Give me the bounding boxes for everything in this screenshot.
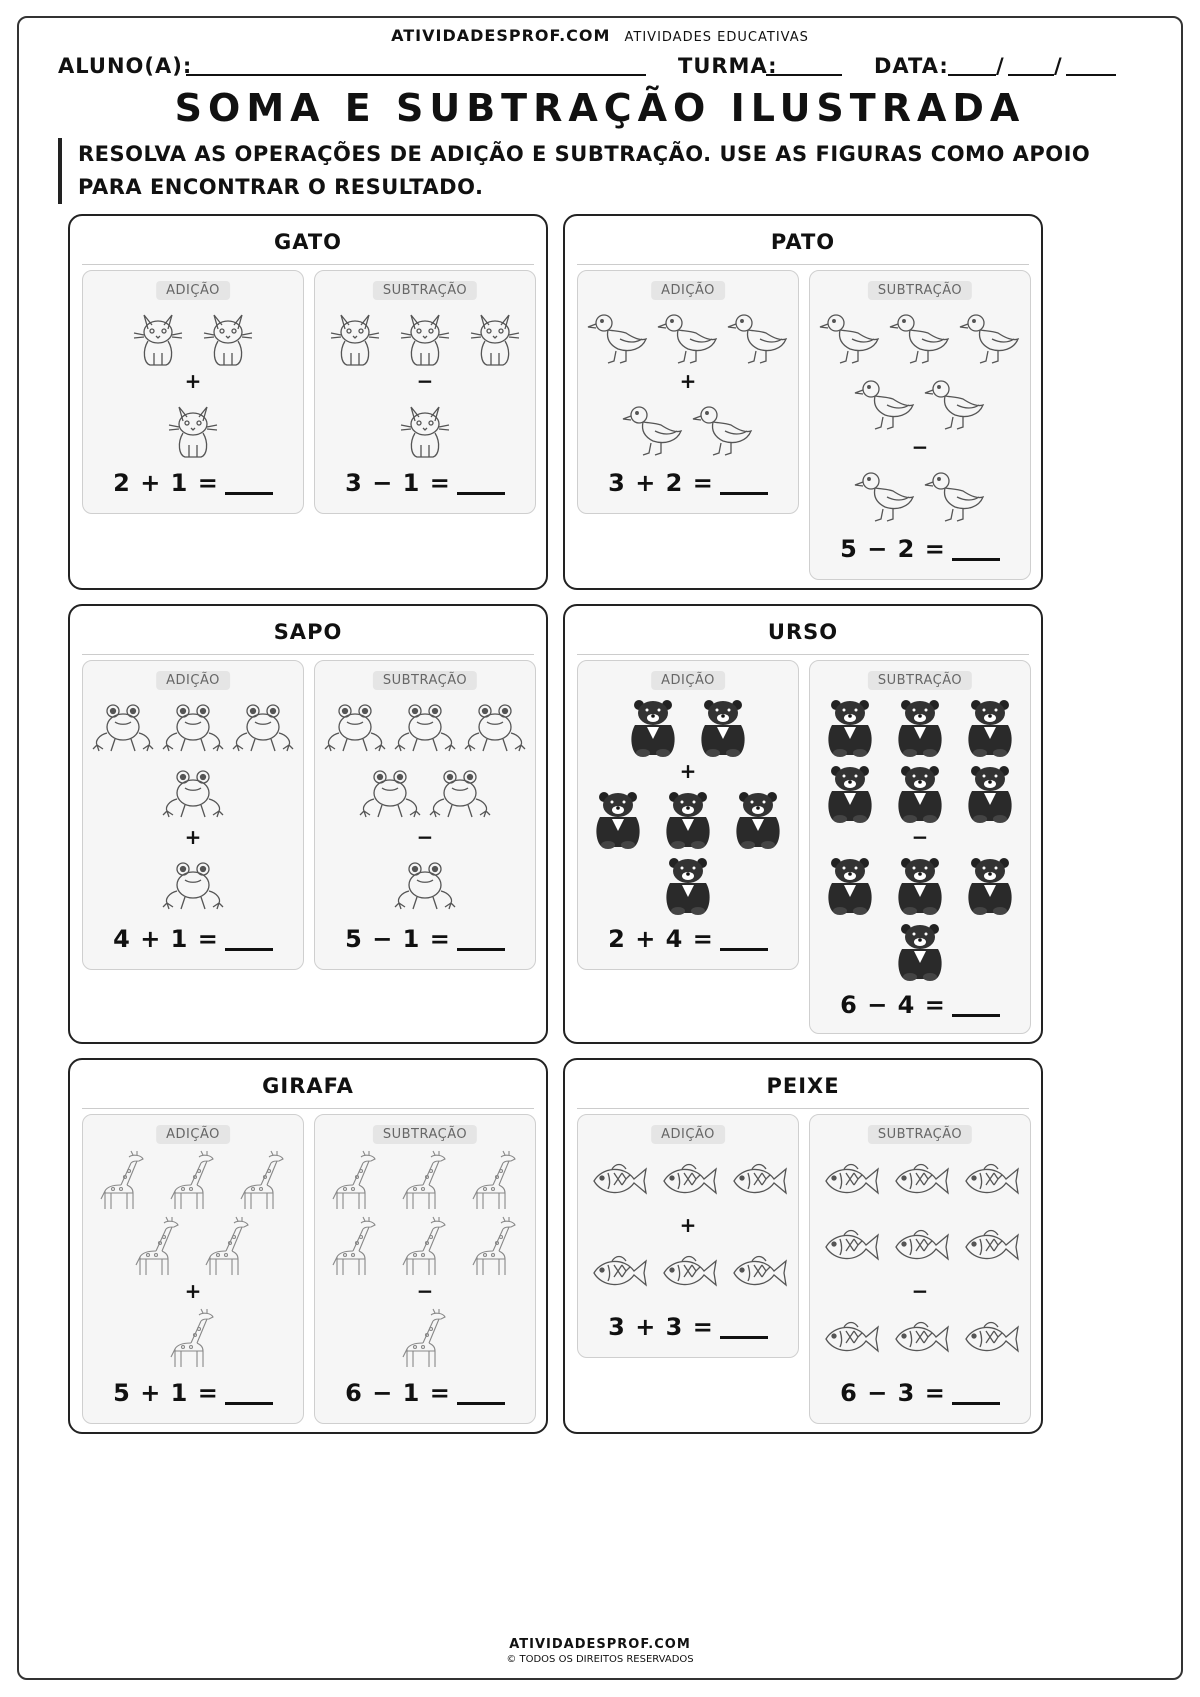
plus-sign: +: [184, 369, 202, 393]
duck-icon: [853, 371, 917, 435]
equation-text: 4 + 1 =: [113, 925, 219, 953]
subtraction-panel: [314, 660, 536, 970]
figure-row: [83, 761, 303, 825]
equation-text: 3 + 2 =: [608, 469, 714, 497]
answer-blank[interactable]: [720, 931, 768, 951]
addition-panel: [577, 270, 799, 514]
addition-label: ADIÇÃO: [156, 281, 230, 300]
minus-sign: −: [911, 825, 929, 849]
duck-icon: [923, 371, 987, 435]
exercise-card-gato: [68, 214, 548, 590]
subtraction-panel: [809, 1114, 1031, 1424]
giraffe-icon: [463, 1215, 527, 1279]
equation: [810, 1379, 1030, 1407]
equation: [83, 925, 303, 953]
fish-icon: [958, 1215, 1022, 1279]
figure-row: [315, 695, 535, 759]
figure-row: [578, 397, 798, 461]
date-year-line[interactable]: [1066, 74, 1116, 76]
figure-row: [810, 1149, 1030, 1213]
answer-blank[interactable]: [225, 475, 273, 495]
equation: [578, 469, 798, 497]
addition-panel: [577, 660, 799, 970]
duck-icon: [691, 397, 755, 461]
answer-blank[interactable]: [225, 1385, 273, 1405]
card-divider: [82, 264, 534, 265]
equation: [810, 535, 1030, 563]
figure-row: [315, 1149, 535, 1213]
figure-row: [315, 1215, 535, 1279]
bear-icon: [586, 787, 650, 851]
cat-icon: [393, 305, 457, 369]
bear-icon: [818, 853, 882, 917]
equation-text: 3 + 3 =: [608, 1313, 714, 1341]
addition-panel: [577, 1114, 799, 1358]
fish-icon: [586, 1241, 650, 1305]
equation: [83, 469, 303, 497]
student-name-line[interactable]: [186, 74, 646, 76]
date-month-line[interactable]: [1008, 74, 1054, 76]
addition-panel: [82, 660, 304, 970]
equation-text: 5 − 1 =: [345, 925, 451, 953]
fish-icon: [726, 1149, 790, 1213]
addition-label: ADIÇÃO: [651, 671, 725, 690]
figure-row: [83, 397, 303, 461]
bear-icon: [818, 761, 882, 825]
giraffe-icon: [161, 1307, 225, 1371]
equation-text: 6 − 4 =: [840, 991, 946, 1019]
minus-sign: −: [911, 1279, 929, 1303]
figure-row: [578, 1241, 798, 1305]
page-title: SOMA E SUBTRAÇÃO ILUSTRADA: [174, 86, 1026, 130]
bear-icon: [958, 853, 1022, 917]
figure-row: [810, 919, 1030, 983]
card-divider: [82, 1108, 534, 1109]
cat-icon: [463, 305, 527, 369]
frog-icon: [161, 761, 225, 825]
bear-icon: [888, 919, 952, 983]
subtraction-label: SUBTRAÇÃO: [373, 671, 477, 690]
frog-icon: [358, 761, 422, 825]
card-divider: [577, 1108, 1029, 1109]
student-info-row: [58, 54, 1148, 80]
equation: [83, 1379, 303, 1407]
equation-text: 2 + 4 =: [608, 925, 714, 953]
frog-icon: [393, 695, 457, 759]
equation-text: 3 − 1 =: [345, 469, 451, 497]
answer-blank[interactable]: [952, 541, 1000, 561]
figure-row: [578, 305, 798, 369]
figure-row: [315, 761, 535, 825]
figure-row: [315, 853, 535, 917]
card-title: SAPO: [273, 620, 343, 644]
card-divider: [82, 654, 534, 655]
giraffe-icon: [393, 1307, 457, 1371]
answer-blank[interactable]: [720, 475, 768, 495]
fish-icon: [586, 1149, 650, 1213]
subtraction-label: SUBTRAÇÃO: [373, 1125, 477, 1144]
addition-label: ADIÇÃO: [651, 1125, 725, 1144]
equation: [578, 1313, 798, 1341]
bear-icon: [691, 695, 755, 759]
equation: [315, 1379, 535, 1407]
plus-sign: +: [679, 759, 697, 783]
fish-icon: [888, 1307, 952, 1371]
giraffe-icon: [196, 1215, 260, 1279]
frog-icon: [463, 695, 527, 759]
instruction-text: RESOLVA AS OPERAÇÕES DE ADIÇÃO E SUBTRAÇÃO. USE AS FIGURAS COMO APOIO PARA ENCONTRAR O RESULTADO.: [58, 138, 1138, 204]
class-label: TURMA:: [678, 54, 778, 78]
card-divider: [577, 264, 1029, 265]
answer-blank[interactable]: [457, 475, 505, 495]
duck-icon: [586, 305, 650, 369]
giraffe-icon: [161, 1149, 225, 1213]
plus-sign: +: [184, 1279, 202, 1303]
footer-site: ATIVIDADESPROF.COM: [509, 1637, 691, 1652]
frog-icon: [91, 695, 155, 759]
answer-blank[interactable]: [457, 931, 505, 951]
figure-row: [315, 397, 535, 461]
figure-row: [578, 853, 798, 917]
date-day-line[interactable]: [948, 74, 996, 76]
giraffe-icon: [323, 1149, 387, 1213]
page-footer: [0, 1637, 1200, 1665]
subtraction-label: SUBTRAÇÃO: [373, 281, 477, 300]
exercise-card-peixe: [563, 1058, 1043, 1434]
frog-icon: [323, 695, 387, 759]
giraffe-icon: [393, 1215, 457, 1279]
cat-icon: [323, 305, 387, 369]
plus-sign: +: [184, 825, 202, 849]
fish-icon: [818, 1307, 882, 1371]
frog-icon: [231, 695, 295, 759]
figure-row: [810, 853, 1030, 917]
bear-icon: [656, 853, 720, 917]
figure-row: [810, 761, 1030, 825]
duck-icon: [888, 305, 952, 369]
cat-icon: [393, 397, 457, 461]
answer-blank[interactable]: [952, 997, 1000, 1017]
addition-label: ADIÇÃO: [156, 671, 230, 690]
figure-row: [83, 1307, 303, 1371]
exercise-card-pato: [563, 214, 1043, 590]
figure-row: [578, 695, 798, 759]
figure-row: [810, 371, 1030, 435]
fish-icon: [818, 1215, 882, 1279]
equation-text: 5 + 1 =: [113, 1379, 219, 1407]
cat-icon: [126, 305, 190, 369]
equation: [578, 925, 798, 953]
addition-label: ADIÇÃO: [156, 1125, 230, 1144]
duck-icon: [853, 463, 917, 527]
figure-row: [578, 1149, 798, 1213]
subtraction-panel: [809, 660, 1031, 1034]
addition-panel: [82, 1114, 304, 1424]
card-divider: [577, 654, 1029, 655]
addition-label: ADIÇÃO: [651, 281, 725, 300]
site-tagline: ATIVIDADES EDUCATIVAS: [624, 30, 809, 45]
student-label: ALUNO(A):: [58, 54, 193, 78]
bear-icon: [888, 761, 952, 825]
frog-icon: [161, 853, 225, 917]
giraffe-icon: [463, 1149, 527, 1213]
bear-icon: [888, 695, 952, 759]
minus-sign: −: [416, 369, 434, 393]
figure-row: [810, 695, 1030, 759]
exercise-card-urso: [563, 604, 1043, 1044]
subtraction-panel: [314, 1114, 536, 1424]
minus-sign: −: [416, 1279, 434, 1303]
giraffe-icon: [323, 1215, 387, 1279]
figure-row: [810, 1307, 1030, 1371]
equation-text: 2 + 1 =: [113, 469, 219, 497]
cat-icon: [161, 397, 225, 461]
frog-icon: [161, 695, 225, 759]
fish-icon: [888, 1149, 952, 1213]
figure-row: [315, 305, 535, 369]
equation-text: 6 − 1 =: [345, 1379, 451, 1407]
duck-icon: [621, 397, 685, 461]
fish-icon: [656, 1241, 720, 1305]
bear-icon: [621, 695, 685, 759]
date-separator: /: [996, 54, 1005, 78]
giraffe-icon: [126, 1215, 190, 1279]
equation: [315, 469, 535, 497]
exercise-card-sapo: [68, 604, 548, 1044]
figure-row: [315, 1307, 535, 1371]
class-line[interactable]: [766, 74, 842, 76]
site-header: [0, 26, 1200, 45]
figure-row: [83, 853, 303, 917]
equation: [810, 991, 1030, 1019]
minus-sign: −: [911, 435, 929, 459]
duck-icon: [726, 305, 790, 369]
subtraction-panel: [314, 270, 536, 514]
date-label: DATA:: [874, 54, 949, 78]
fish-icon: [818, 1149, 882, 1213]
subtraction-label: SUBTRAÇÃO: [868, 1125, 972, 1144]
subtraction-label: SUBTRAÇÃO: [868, 281, 972, 300]
card-title: GATO: [273, 230, 343, 254]
answer-blank[interactable]: [720, 1319, 768, 1339]
exercise-card-girafa: [68, 1058, 548, 1434]
equation-text: 6 − 3 =: [840, 1379, 946, 1407]
figure-row: [83, 305, 303, 369]
duck-icon: [923, 463, 987, 527]
subtraction-label: SUBTRAÇÃO: [868, 671, 972, 690]
card-title: URSO: [767, 620, 839, 644]
figure-row: [810, 1215, 1030, 1279]
cat-icon: [196, 305, 260, 369]
fish-icon: [958, 1149, 1022, 1213]
equation: [315, 925, 535, 953]
frog-icon: [393, 853, 457, 917]
bear-icon: [958, 761, 1022, 825]
fish-icon: [656, 1149, 720, 1213]
fish-icon: [888, 1215, 952, 1279]
bear-icon: [888, 853, 952, 917]
plus-sign: +: [679, 1213, 697, 1237]
fish-icon: [958, 1307, 1022, 1371]
duck-icon: [656, 305, 720, 369]
figure-row: [810, 463, 1030, 527]
subtraction-panel: [809, 270, 1031, 580]
answer-blank[interactable]: [225, 931, 273, 951]
site-name: ATIVIDADESPROF.COM: [391, 26, 611, 45]
footer-rights: © TODOS OS DIREITOS RESERVADOS: [506, 1654, 694, 1665]
duck-icon: [818, 305, 882, 369]
equation-text: 5 − 2 =: [840, 535, 946, 563]
card-title: PEIXE: [766, 1074, 840, 1098]
answer-blank[interactable]: [457, 1385, 505, 1405]
bear-icon: [958, 695, 1022, 759]
answer-blank[interactable]: [952, 1385, 1000, 1405]
frog-icon: [428, 761, 492, 825]
giraffe-icon: [393, 1149, 457, 1213]
bear-icon: [726, 787, 790, 851]
bear-icon: [818, 695, 882, 759]
minus-sign: −: [416, 825, 434, 849]
duck-icon: [958, 305, 1022, 369]
card-title: GIRAFA: [262, 1074, 354, 1098]
giraffe-icon: [231, 1149, 295, 1213]
plus-sign: +: [679, 369, 697, 393]
bear-icon: [656, 787, 720, 851]
addition-panel: [82, 270, 304, 514]
figure-row: [578, 787, 798, 851]
figure-row: [810, 305, 1030, 369]
figure-row: [83, 695, 303, 759]
figure-row: [83, 1149, 303, 1213]
date-separator: /: [1054, 54, 1063, 78]
giraffe-icon: [91, 1149, 155, 1213]
fish-icon: [726, 1241, 790, 1305]
card-title: PATO: [770, 230, 836, 254]
figure-row: [83, 1215, 303, 1279]
